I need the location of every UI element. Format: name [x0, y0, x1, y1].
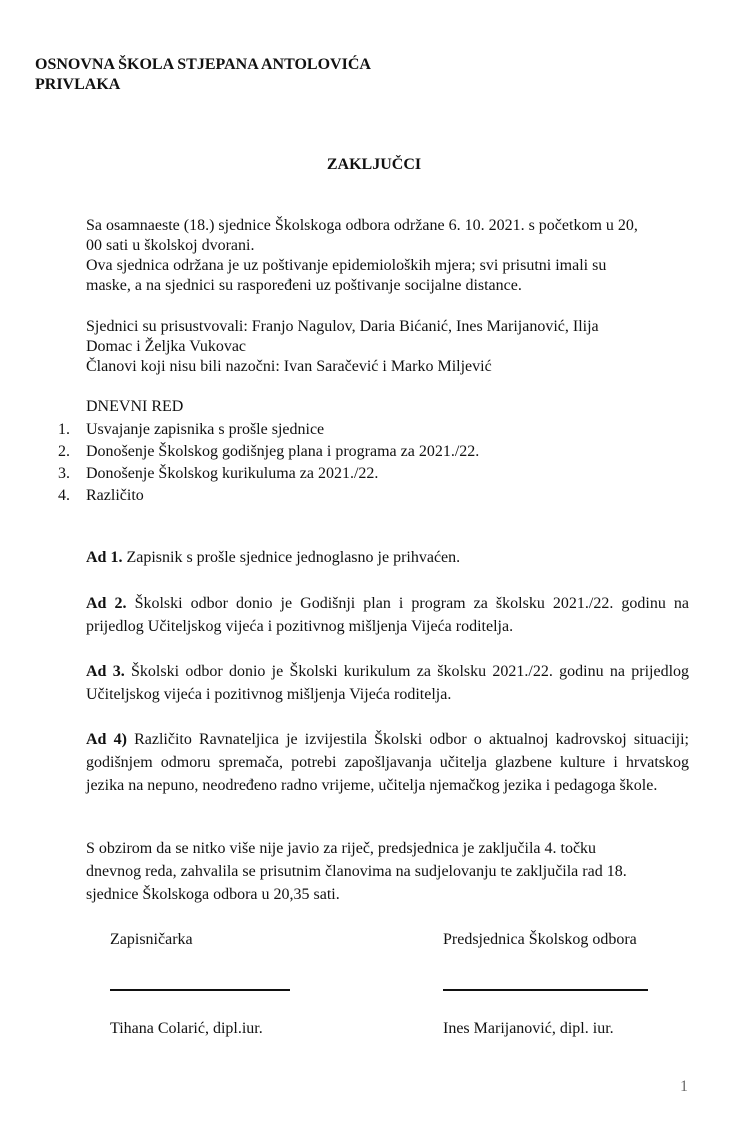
ad1-label: Ad 1.	[86, 549, 123, 566]
agenda-item-number: 1.	[58, 421, 70, 438]
ad4-label: Ad 4)	[86, 731, 127, 748]
ad3-text: Školski odbor donio je Školski kurikulum za školsku 2021./22. godinu na prijedlog Učiteljskog vijeća i pozitivnog mišljenja Vijeća roditelja.	[86, 663, 690, 703]
absent-line: Članovi koji nisu bili nazočni: Ivan Saračević i Marko Miljević	[86, 358, 492, 375]
chairperson-role: Predsjednica Školskog odbora	[443, 931, 637, 948]
closing-line-3: sjednice Školskoga odbora u 20,35 sati.	[86, 886, 340, 903]
recorder-signature-line	[110, 989, 290, 991]
agenda-item-text: Usvajanje zapisnika s prošle sjednice	[86, 421, 325, 438]
conclusion-ad1	[86, 546, 689, 569]
recorder-role: Zapisničarka	[110, 931, 193, 948]
conclusion-ad2	[86, 592, 689, 638]
closing-line-1: S obzirom da se nitko više nije javio za riječ, predsjednica je zaključila 4. točku	[86, 840, 597, 857]
recorder-name: Tihana Colarić, dipl.iur.	[110, 1020, 263, 1037]
conclusion-ad3	[86, 660, 689, 706]
agenda-item-text: Donošenje Školskog kurikuluma za 2021./22.	[86, 465, 379, 482]
attendance-line-1: Sjednici su prisustvovali: Franjo Nagulov, Daria Bićanić, Ines Marijanović, Ilija	[86, 318, 599, 335]
agenda-item-number: 2.	[58, 443, 70, 460]
agenda-item-number: 4.	[58, 487, 70, 504]
intro-line-3: Ova sjednica održana je uz poštivanje epidemioloških mjera; svi prisutni imali su	[86, 257, 607, 274]
school-name: OSNOVNA ŠKOLA STJEPANA ANTOLOVIĆA	[35, 56, 371, 73]
ad3-label: Ad 3.	[86, 663, 125, 680]
document-title: ZAKLJUČCI	[326, 156, 422, 173]
agenda-heading: DNEVNI RED	[86, 398, 184, 415]
closing-line-2: dnevnog reda, zahvalila se prisutnim članovima na sudjelovanju te zaključila rad 18.	[86, 863, 627, 880]
ad2-label: Ad 2.	[86, 595, 127, 612]
page-number: 1	[680, 1078, 688, 1095]
agenda-item-text: Različito	[86, 487, 144, 504]
conclusion-ad4	[86, 728, 689, 797]
agenda-item-number: 3.	[58, 465, 70, 482]
ad4-text: Različito Ravnateljica je izvijestila Školski odbor o aktualnoj kadrovskoj situaciji; godišnjem odmoru spremača, potrebi zapošljavanja učitelja glazbene kulture i hrvatskog jezika na nepuno, neodređeno radno vrijeme, učitelja njemačkog jezika i pedagoga škole.	[86, 731, 689, 794]
intro-line-1: Sa osamnaeste (18.) sjednice Školskoga odbora održane 6. 10. 2021. s početkom u 20,	[86, 217, 638, 234]
chairperson-signature-line	[443, 989, 648, 991]
chairperson-name: Ines Marijanović, dipl. iur.	[443, 1020, 614, 1037]
ad2-text: Školski odbor donio je Godišnji plan i program za školsku 2021./22. godinu na prijedlog Učiteljskog vijeća i pozitivnog mišljenja Vijeća roditelja.	[86, 595, 689, 635]
ad1-text: Zapisnik s prošle sjednice jednoglasno je prihvaćen.	[122, 549, 461, 566]
agenda-item-text: Donošenje Školskog godišnjeg plana i programa za 2021./22.	[86, 443, 480, 460]
school-place: PRIVLAKA	[35, 76, 121, 93]
attendance-line-2: Domac i Željka Vukovac	[86, 338, 247, 355]
intro-line-2: 00 sati u školskoj dvorani.	[86, 237, 255, 254]
intro-line-4: maske, a na sjednici su raspoređeni uz poštivanje socijalne distance.	[86, 277, 522, 294]
